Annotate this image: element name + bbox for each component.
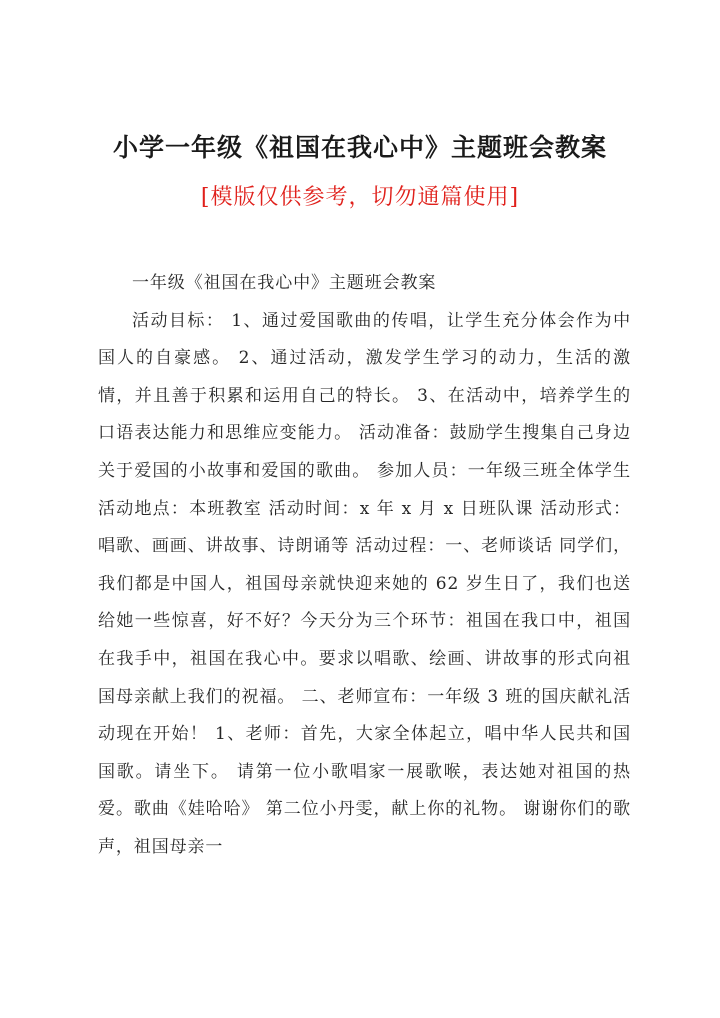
body-subtitle: 一年级《祖国在我心中》主题班会教案 [132, 273, 437, 293]
template-notice: [模版仅供参考，切勿通篇使用] [200, 185, 520, 210]
document-title: 小学一年级《祖国在我心中》主题班会教案 [112, 133, 607, 162]
body-paragraph: 活动目标： 1、通过爱国歌曲的传唱，让学生充分体会作为中国人的自豪感。 2、通过活动，激发学生学习的动力，生活的激情，并且善于积累和运用自己的特长。 3、在活动中，培养学生的口语表达能力和思维应变能力。 活动准备：鼓励学生搜集自己身边关于爱国的小故事和爱国的歌曲。 参加人员：一年级三班全体学生 活动地点：本班教室 活动时间：x 年 x 月 x 日班队课 活动形式：唱歌、画画、讲故事、诗朗诵等 活动过程：一、老师谈话 同学们，我们都是中国人，祖国母亲就快迎来她的 62 岁生日了，我们也送给她一些惊喜，好不好？今天分为三个环节：祖国在我口中，祖国在我手中，祖国在我心中。要求以唱歌、绘画、讲故事的形式向祖国母亲献上我们的祝福。 二、老师宣布：一年级 3 班的国庆献礼活动现在开始！ 1、老师：首先，大家全体起立，唱中华人民共和国国歌。请坐下。 请第一位小歌唱家一展歌喉，表达她对祖国的热爱。歌曲《娃哈哈》 第二位小丹雯，献上你的礼物。 谢谢你们的歌声，祖国母亲一 [98, 310, 631, 857]
document-body [98, 265, 631, 867]
